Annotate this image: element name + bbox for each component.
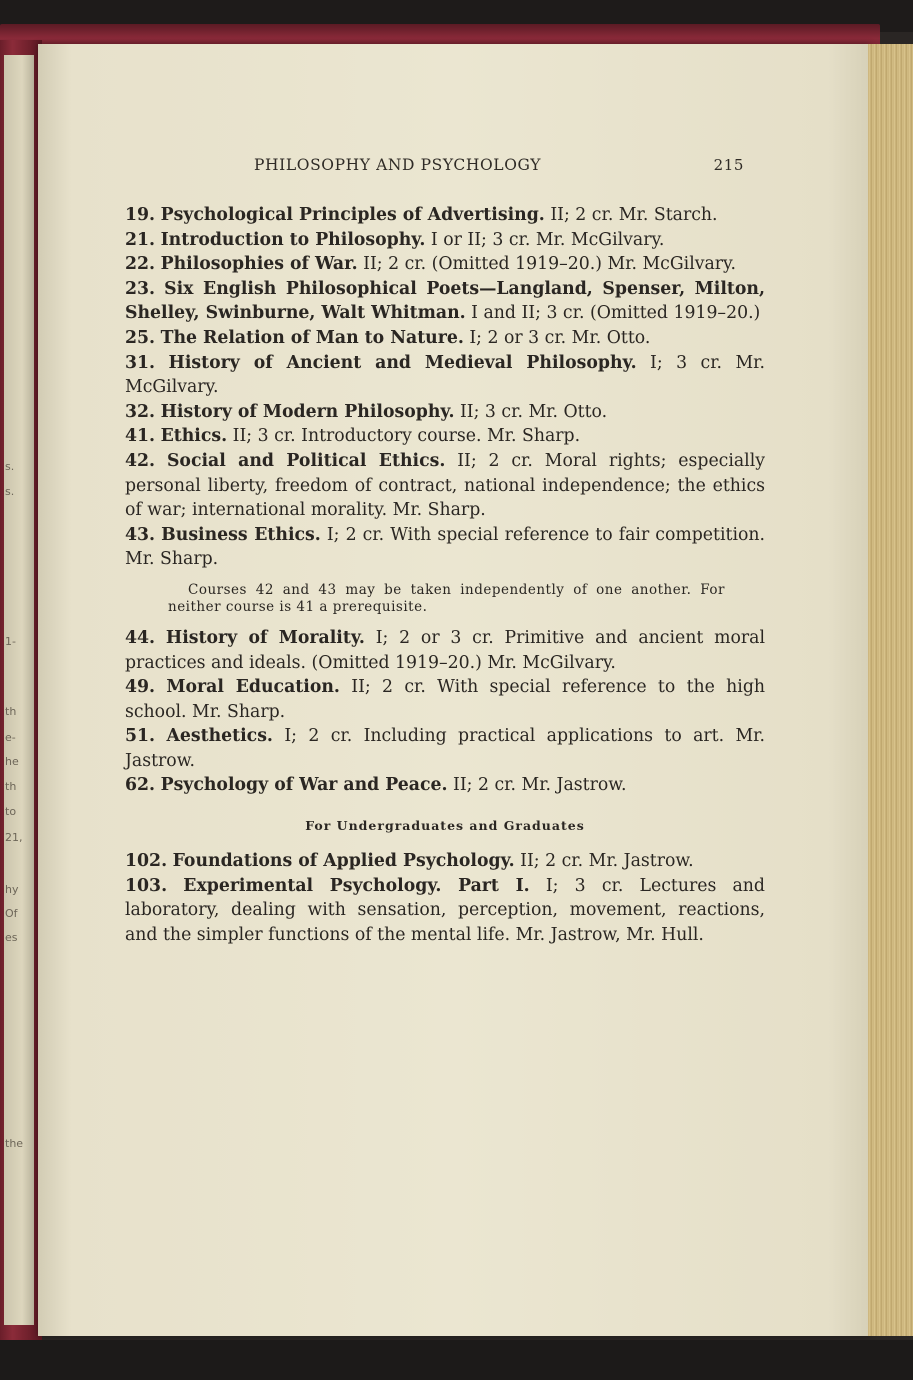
course-details: II; 3 cr. Introductory course. Mr. Sharp. [232, 426, 581, 447]
course-title: The Relation of Man to Nature. [160, 327, 464, 348]
course-details: II; 2 cr. (Omitted 1919–20.) Mr. McGilvary. [363, 254, 737, 275]
course-title: Social and Political Ethics. [166, 450, 446, 471]
course-details: I or II; 3 cr. Mr. McGilvary. [430, 229, 665, 250]
course-number: 41. [125, 426, 156, 447]
course-entry [125, 424, 765, 449]
course-details: I; 2 or 3 cr. Primitive and ancient moral practices and ideals. (Omitted 1919–20.) Mr. McGilvary. [125, 627, 765, 673]
course-entry [125, 675, 765, 724]
section-heading: For Undergraduates and Graduates [305, 818, 585, 834]
course-number: 25. [125, 327, 156, 348]
course-title: History of Ancient and Medieval Philosophy. [168, 352, 637, 373]
course-title: Psychological Principles of Advertising. [160, 205, 545, 225]
course-number: 62. [125, 775, 156, 796]
course-title: Six English Philosophical Poets—Langland, Spenser, Milton, Shelley, Swinburne, Walt Whitman. [125, 278, 765, 324]
course-details: II; 2 cr. Mr. Jastrow. [520, 851, 694, 872]
course-number: 49. [125, 677, 156, 698]
course-details: II; 2 cr. Mr. Starch. [550, 205, 718, 225]
course-entry [125, 252, 765, 277]
facing-page-fragment: he [5, 755, 19, 768]
course-title: Aesthetics. [166, 726, 273, 747]
course-entry [125, 724, 765, 773]
facing-page-fragment: 1- [5, 635, 16, 648]
course-number: 32. [125, 401, 156, 422]
course-entry [125, 351, 765, 400]
course-number: 22. [125, 254, 156, 275]
course-number: 31. [125, 352, 156, 373]
course-details: II; 3 cr. Mr. Otto. [459, 401, 608, 422]
course-entry [125, 874, 765, 948]
course-details: I; 3 cr. Mr. McGilvary. [125, 352, 766, 398]
course-entry [125, 400, 765, 425]
course-details: I; 2 cr. With special reference to fair competition. Mr. Sharp. [125, 524, 766, 570]
facing-page-fragment: hy [5, 883, 19, 896]
facing-page-fragment: the [5, 1137, 24, 1150]
course-entry [125, 277, 765, 326]
course-entry [125, 203, 765, 228]
course-entry [125, 228, 765, 253]
course-entry [125, 326, 765, 351]
course-title: Psychology of War and Peace. [160, 775, 448, 796]
course-number: 103. [125, 875, 168, 896]
facing-page-fragment: es [5, 931, 18, 944]
facing-page-fragment: e- [5, 731, 16, 744]
course-details: II; 2 cr. With special reference to the high school. Mr. Sharp. [125, 677, 766, 722]
course-number: 19. [125, 205, 156, 225]
running-title: PHILOSOPHY AND PSYCHOLOGY [254, 156, 542, 174]
course-number: 23. [125, 278, 156, 299]
course-title: Moral Education. [166, 677, 340, 698]
course-details: I; 2 or 3 cr. Mr. Otto. [469, 327, 651, 348]
course-details: I; 2 cr. Including practical applications to art. Mr. Jastrow. [125, 726, 766, 771]
running-header [254, 156, 744, 174]
course-title: History of Morality. [165, 627, 365, 648]
course-details: II; 2 cr. Mr. Jastrow. [453, 775, 627, 796]
course-number: 43. [125, 524, 156, 545]
prerequisite-note: Courses 42 and 43 may be taken independently of one another. For neither course is 41 a prerequisite. [168, 581, 725, 615]
course-number: 42. [125, 450, 156, 471]
course-title: Philosophies of War. [160, 254, 358, 275]
course-entry [125, 849, 765, 874]
course-entry [125, 773, 765, 798]
facing-page-fragment: s. [5, 460, 15, 473]
facing-page-fragment: th [5, 780, 17, 793]
facing-page-fragment: s. [5, 485, 15, 498]
course-title: History of Modern Philosophy. [160, 401, 455, 422]
course-entry [125, 523, 765, 572]
page-edges [868, 44, 913, 1336]
facing-page-strip [4, 55, 34, 1325]
course-title: Introduction to Philosophy. [160, 229, 426, 250]
facing-page-fragment: Of [5, 907, 18, 920]
course-entry [125, 626, 765, 675]
course-number: 102. [125, 851, 168, 872]
course-title: Ethics. [160, 426, 228, 447]
background-bottom [0, 1340, 913, 1380]
course-details: I and II; 3 cr. (Omitted 1919–20.) [471, 303, 761, 324]
course-title: Business Ethics. [161, 524, 321, 545]
facing-page-fragment: 21, [5, 831, 23, 844]
facing-page-fragment: to [5, 805, 17, 818]
course-listing [125, 203, 765, 947]
course-details: II; 2 cr. Moral rights; especially personal liberty, freedom of contract, national independence; the ethics of war; international morality. Mr. Sharp. [125, 450, 765, 521]
course-number: 44. [125, 627, 156, 648]
page-number: 215 [713, 156, 744, 174]
course-title: Experimental Psychology. Part I. [183, 875, 530, 896]
course-entry [125, 449, 765, 523]
course-details: I; 3 cr. Lectures and laboratory, dealing with sensation, perception, movement, reactions, and the simpler functions of the mental life. Mr. Jastrow, Mr. Hull. [125, 875, 765, 945]
course-number: 51. [125, 726, 156, 747]
course-title: Foundations of Applied Psychology. [172, 851, 515, 872]
course-number: 21. [125, 229, 156, 250]
facing-page-fragment: th [5, 705, 17, 718]
